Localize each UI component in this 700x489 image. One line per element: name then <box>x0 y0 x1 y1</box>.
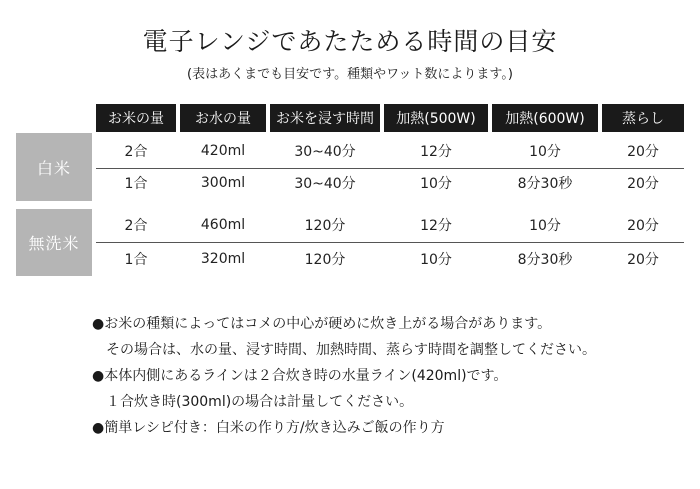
table-cell: 2合 <box>124 218 148 234</box>
header-rice-amount: お米の量 <box>96 104 176 132</box>
table-cell: 2合 <box>124 144 148 160</box>
note-line: ●簡単レシピ付き：白米の作り方/炊き込みご飯の作り方 <box>92 420 445 436</box>
table-cell: 1合 <box>124 252 148 268</box>
table-cell: 20分 <box>627 218 659 234</box>
table-cell: 10分 <box>420 252 452 268</box>
table-cell: 12分 <box>420 218 452 234</box>
table-cell: 20分 <box>627 252 659 268</box>
header-heat-600w: 加熱(600W) <box>492 104 598 132</box>
note-line: １合炊き時(300ml)の場合は計量してください。 <box>92 394 414 410</box>
table-cell: 1合 <box>124 176 148 192</box>
table-cell: 8分30秒 <box>517 252 573 268</box>
table-cell: 12分 <box>420 144 452 160</box>
note-line: ●本体内側にあるラインは２合炊き時の水量ライン(420ml)です。 <box>92 368 508 384</box>
group-label-musenmai: 無洗米 <box>16 209 92 276</box>
group-label-white-rice: 白米 <box>16 133 92 201</box>
table-cell: 120分 <box>304 252 346 268</box>
note-line: その場合は、水の量、浸す時間、加熱時間、蒸らす時間を調整してください。 <box>92 342 596 358</box>
header-heat-500w: 加熱(500W) <box>384 104 488 132</box>
table-cell: 420ml <box>200 143 246 159</box>
table-cell: 300ml <box>200 175 246 191</box>
header-soak-time: お米を浸す時間 <box>270 104 380 132</box>
table-cell: 10分 <box>529 144 561 160</box>
table-cell: 30~40分 <box>294 176 356 192</box>
table-cell: 20分 <box>627 176 659 192</box>
table-cell: 10分 <box>420 176 452 192</box>
table-cell: 8分30秒 <box>517 176 573 192</box>
note-line: ●お米の種類によってはコメの中心が硬めに炊き上がる場合があります。 <box>92 316 552 332</box>
table-cell: 10分 <box>529 218 561 234</box>
table-cell: 120分 <box>304 218 346 234</box>
table-cell: 30~40分 <box>294 144 356 160</box>
page-title: 電子レンジであたためる時間の目安 <box>142 27 558 56</box>
page-subtitle: (表はあくまでも目安です。種類やワット数によります。) <box>187 67 513 82</box>
header-water-amount: お水の量 <box>180 104 266 132</box>
table-cell: 460ml <box>200 217 246 233</box>
table-cell: 320ml <box>200 251 246 267</box>
table-cell: 20分 <box>627 144 659 160</box>
header-steam: 蒸らし <box>602 104 684 132</box>
